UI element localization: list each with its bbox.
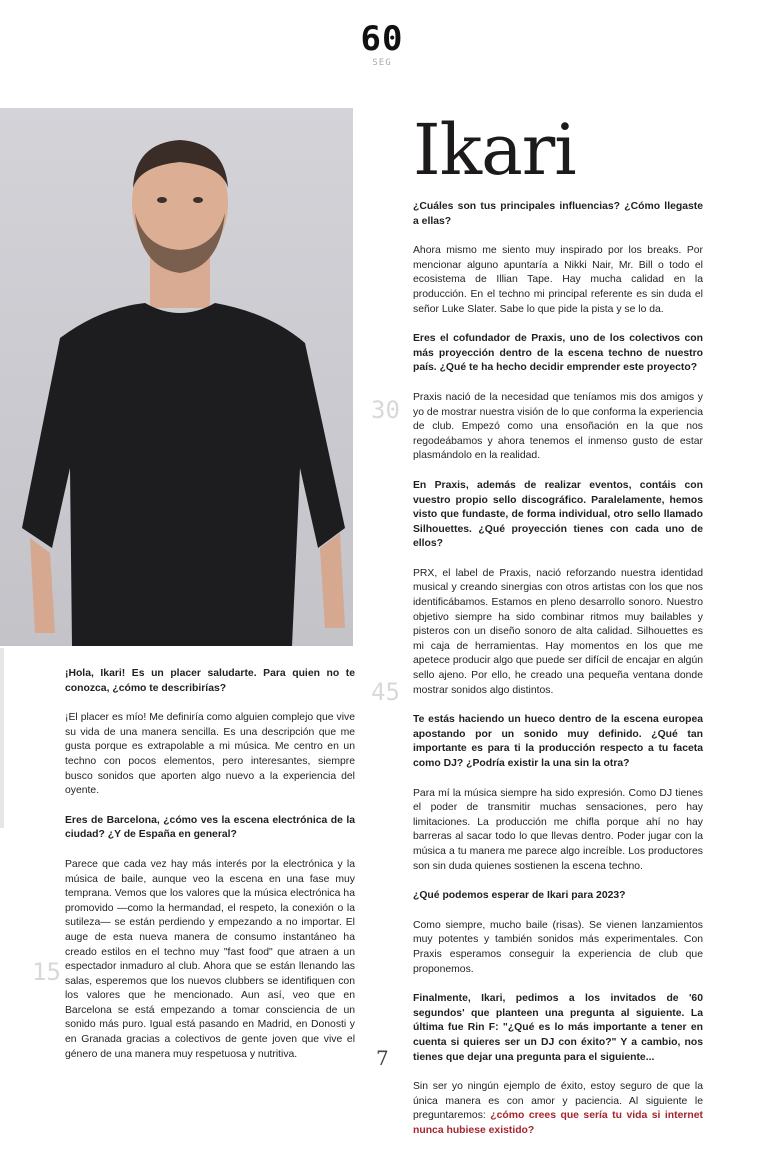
decor-number-45: 45 <box>371 678 400 706</box>
decor-number-30: 30 <box>371 396 400 424</box>
answer-7: Como siempre, mucho baile (risas). Se vienen lanzamientos muy potentes y también sonidos más experimentales. Con Praxis esperamos conseguir la experiencia de club que proponemos. <box>413 919 703 975</box>
question-2: Eres de Barcelona, ¿cómo ves la escena electrónica de la ciudad? ¿Y de España en general? <box>65 814 355 841</box>
question-6: Te estás haciendo un hueco dentro de la escena europea apostando por un sonido muy definido. ¿Qué tan importante es para ti la producción respecto a tu faceta como DJ? ¿Podría existir la una sin la otra? <box>413 714 703 769</box>
decor-number-15: 15 <box>32 958 61 986</box>
question-3: ¿Cuáles son tus principales influencias? ¿Cómo llegaste a ellas? <box>413 201 703 227</box>
answer-5: PRX, el label de Praxis, nació reforzando nuestra identidad musical y creando sinergias con otros artistas con los que nos identificábamos. Estamos en pleno desarrollo sonoro. Nuestro objetivo siempre ha sido combinar ritmos muy bailables y pisteros con un diseño sonoro de alta calidad. Silhouettes es mi caja de herramientas. Hay momentos en los que me apetece producir algo que puede ser difícil de encajar en algún sello ajeno. Por ello, he creado una pequeña ventana donde mostrar sonidos algo distintos. <box>413 567 703 696</box>
artist-portrait-illustration <box>0 108 353 646</box>
answer-2: Parece que cada vez hay más interés por la electrónica y la música de baile, aunque veo la escena en una fase muy temprana. Vemos que los valores que la música electrónica ha promovido —como la hermandad, el respeto, la conexión o la sutileza— se están perdiendo y empezando a no importar. El auge de esta nueva manera de consumo instantáneo ha creado estilos en el techno muy "fast food" que atraen a un espectador inmaduro al club. Ahora que se están llenando las salas, esperemos que los nuevos clubbers se identifiquen con los valores que he mencionado. Aun así, veo que en Barcelona se está empezando a tomar consciencia de un sonido más puro. Igual está pasando en Madrid, en Donosti y en Granada gracias a colectivos de gente joven que vive el género de una manera muy respetuosa y nutritiva. <box>65 858 355 1060</box>
next-question-highlight: ¿cómo crees que sería tu vida si internet nunca hubiese existido? <box>413 1110 703 1136</box>
left-column <box>65 667 355 1077</box>
article-title: Ikari <box>413 109 576 191</box>
question-1: ¡Hola, Ikari! Es un placer saludarte. Para quien no te conozca, ¿cómo te describirías? <box>65 668 355 694</box>
page-number: 7 <box>376 1046 389 1070</box>
magazine-logo <box>352 19 412 68</box>
question-8: Finalmente, Ikari, pedimos a los invitados de '60 segundos' que planteen una pregunta al siguiente. La última fue Rin F: "¿Qué es lo más importante a tener en cuenta si quieres ser un DJ con éxito?" Y a cambio, nos tienes que dejar una pregunta para el siguiente... <box>413 993 703 1063</box>
answer-8 <box>413 1080 703 1138</box>
answer-6: Para mí la música siempre ha sido expresión. Como DJ tienes el poder de transmitir muchas sensaciones, pero hay limitaciones. La producción me chifla porque ahí no hay barreras al sacar todo lo que llevas dentro. Poder jugar con la música a tu manera me parece algo increíble. Los productores son sin duda quienes sostienen la escena techno. <box>413 787 703 872</box>
answer-1: ¡El placer es mío! Me definiría como alguien complejo que vive su vida de una manera sencilla. Es una descripción que me gusta porque es extrapolable a mi música. Me centro en un techno con pocos elementos, pero interesantes, siempre busco sonidos que aporten algo nuevo a la experiencia del oyente. <box>65 712 355 797</box>
question-5: En Praxis, además de realizar eventos, contáis con vuestro propio sello discográfico. Paralelamente, hemos visto que fundaste, de forma individual, otro sello llamado Silhouettes. ¿Qué proyección tienes con cada uno de ellos? <box>413 479 703 550</box>
logo-subtitle: SEG <box>372 58 392 68</box>
left-edge-bar <box>0 648 4 828</box>
answer-3: Ahora mismo me siento muy inspirado por los breaks. Por mencionar alguno apuntaría a Nikki Nair, Mr. Bill o todo el ecosistema de Illian Tape. Hay mucha calidad en la producción. En el techno mi principal referente es sin duda el señor Luke Slater. Sabe lo que pide la pista y se lo da. <box>413 245 703 315</box>
right-column <box>413 200 703 1153</box>
artist-photo <box>0 108 353 646</box>
answer-4: Praxis nació de la necesidad que teníamos mis dos amigos y yo de mostrar nuestra visión de lo que conforma la experiencia de club. Empezó como una ensoñación en la que nos regodeábamos y ahora tenemos el inmenso gusto de estar plasmándolo en la realidad. <box>413 391 703 462</box>
question-4: Eres el cofundador de Praxis, uno de los colectivos con más proyección dentro de la escena techno de nuestro país. ¿Qué te ha hecho decidir emprender este proyecto? <box>413 333 703 374</box>
logo-number: 60 <box>360 19 404 59</box>
question-7: ¿Qué podemos esperar de Ikari para 2023? <box>413 890 626 902</box>
answer-8-text: Sin ser yo ningún ejemplo de éxito, estoy seguro de que la única manera es con amor y paciencia. Al siguiente le preguntaremos: <box>413 1081 703 1122</box>
